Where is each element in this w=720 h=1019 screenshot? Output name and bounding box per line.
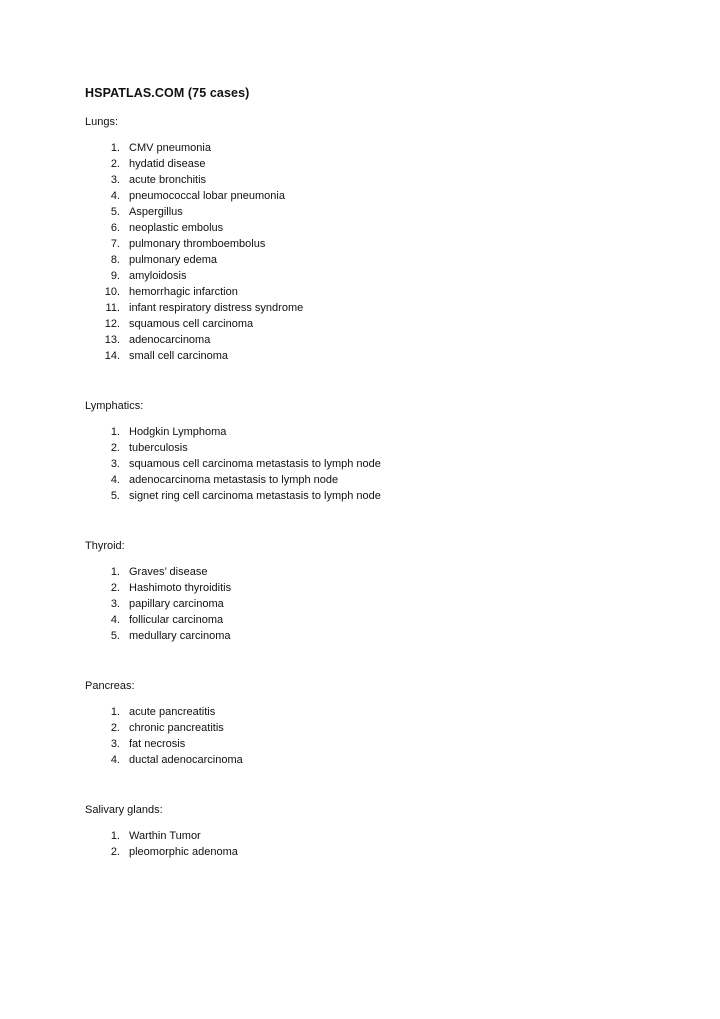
- list-item: [85, 284, 238, 300]
- list-item: [85, 204, 183, 220]
- item-text: small cell carcinoma: [129, 350, 229, 362]
- item-text: tuberculosis: [129, 442, 188, 454]
- case-list: [85, 424, 381, 504]
- item-text: medullary carcinoma: [129, 630, 231, 642]
- item-text: acute bronchitis: [129, 174, 207, 186]
- section-lungs: [85, 114, 304, 364]
- list-item: [85, 612, 224, 628]
- list-item: [85, 348, 229, 364]
- list-item: [85, 628, 231, 644]
- list-item: [85, 188, 285, 204]
- section-label: Salivary glands:: [85, 804, 163, 816]
- list-item: [85, 220, 224, 236]
- item-text: papillary carcinoma: [129, 598, 224, 610]
- item-number: 12.: [104, 318, 120, 330]
- item-text: Warthin Tumor: [129, 830, 201, 842]
- case-list: [85, 564, 232, 644]
- document-title: HSPATLAS.COM (75 cases): [85, 86, 250, 100]
- item-text: Aspergillus: [129, 206, 183, 218]
- list-item: [85, 720, 224, 736]
- item-text: hydatid disease: [129, 158, 206, 170]
- item-number: 14.: [104, 350, 120, 362]
- list-item: [85, 300, 304, 316]
- item-number: 2.: [110, 158, 120, 170]
- item-text: adenocarcinoma: [129, 334, 211, 346]
- item-number: 3.: [110, 458, 120, 470]
- item-number: 3.: [110, 174, 120, 186]
- item-text: pulmonary thromboembolus: [129, 238, 266, 250]
- list-item: [85, 596, 224, 612]
- list-item: [85, 140, 211, 156]
- item-number: 4.: [110, 614, 120, 626]
- list-item: [85, 752, 243, 768]
- item-number: 4.: [110, 474, 120, 486]
- item-number: 8.: [110, 254, 120, 266]
- item-text: hemorrhagic infarction: [129, 286, 238, 298]
- item-text: adenocarcinoma metastasis to lymph node: [129, 474, 339, 486]
- item-number: 4.: [110, 190, 120, 202]
- section-label: Thyroid:: [85, 540, 125, 552]
- case-list: [85, 140, 304, 364]
- item-text: neoplastic embolus: [129, 222, 224, 234]
- item-text: signet ring cell carcinoma metastasis to lymph node: [129, 490, 381, 502]
- item-number: 1.: [110, 426, 120, 438]
- section-salivary-glands: [85, 802, 238, 860]
- list-item: [85, 828, 201, 844]
- list-item: [85, 704, 216, 720]
- item-text: pulmonary edema: [129, 254, 218, 266]
- case-list: [85, 828, 238, 860]
- list-item: [85, 236, 266, 252]
- item-number: 5.: [110, 490, 120, 502]
- item-number: 3.: [110, 598, 120, 610]
- item-number: 2.: [110, 582, 120, 594]
- item-text: chronic pancreatitis: [129, 722, 224, 734]
- item-number: 1.: [110, 830, 120, 842]
- list-item: [85, 472, 339, 488]
- list-item: [85, 424, 227, 440]
- list-item: [85, 332, 211, 348]
- item-text: Hashimoto thyroiditis: [129, 582, 232, 594]
- list-item: [85, 456, 381, 472]
- item-number: 5.: [110, 630, 120, 642]
- item-number: 2.: [110, 846, 120, 858]
- item-number: 13.: [104, 334, 120, 346]
- item-text: squamous cell carcinoma: [129, 318, 254, 330]
- item-number: 6.: [110, 222, 120, 234]
- section-label: Lymphatics:: [85, 400, 144, 412]
- list-item: [85, 172, 207, 188]
- list-item: [85, 488, 381, 504]
- section-thyroid: [85, 538, 232, 644]
- item-text: CMV pneumonia: [129, 142, 211, 154]
- item-text: pneumococcal lobar pneumonia: [129, 190, 285, 202]
- item-number: 4.: [110, 754, 120, 766]
- section-label: Lungs:: [85, 116, 119, 128]
- section-pancreas: [85, 678, 243, 768]
- item-text: pleomorphic adenoma: [129, 846, 238, 858]
- list-item: [85, 736, 186, 752]
- item-text: amyloidosis: [129, 270, 187, 282]
- item-text: squamous cell carcinoma metastasis to lymph node: [129, 458, 381, 470]
- item-text: Hodgkin Lymphoma: [129, 426, 227, 438]
- list-item: [85, 156, 206, 172]
- item-number: 7.: [110, 238, 120, 250]
- item-number: 10.: [104, 286, 120, 298]
- list-item: [85, 316, 254, 332]
- item-text: ductal adenocarcinoma: [129, 754, 243, 766]
- item-number: 3.: [110, 738, 120, 750]
- item-number: 1.: [110, 706, 120, 718]
- list-item: [85, 580, 232, 596]
- item-text: follicular carcinoma: [129, 614, 224, 626]
- list-item: [85, 564, 208, 580]
- item-text: Graves’ disease: [129, 566, 208, 578]
- item-number: 1.: [110, 142, 120, 154]
- item-number: 2.: [110, 442, 120, 454]
- item-text: acute pancreatitis: [129, 706, 216, 718]
- list-item: [85, 844, 238, 860]
- list-item: [85, 268, 187, 284]
- section-lymphatics: [85, 398, 381, 504]
- item-text: infant respiratory distress syndrome: [129, 302, 304, 314]
- list-item: [85, 440, 188, 456]
- item-number: 2.: [110, 722, 120, 734]
- item-text: fat necrosis: [129, 738, 186, 750]
- item-number: 5.: [110, 206, 120, 218]
- case-list: [85, 704, 243, 768]
- item-number: 11.: [105, 302, 120, 314]
- item-number: 9.: [110, 270, 120, 282]
- list-item: [85, 252, 218, 268]
- item-number: 1.: [110, 566, 120, 578]
- section-label: Pancreas:: [85, 680, 135, 692]
